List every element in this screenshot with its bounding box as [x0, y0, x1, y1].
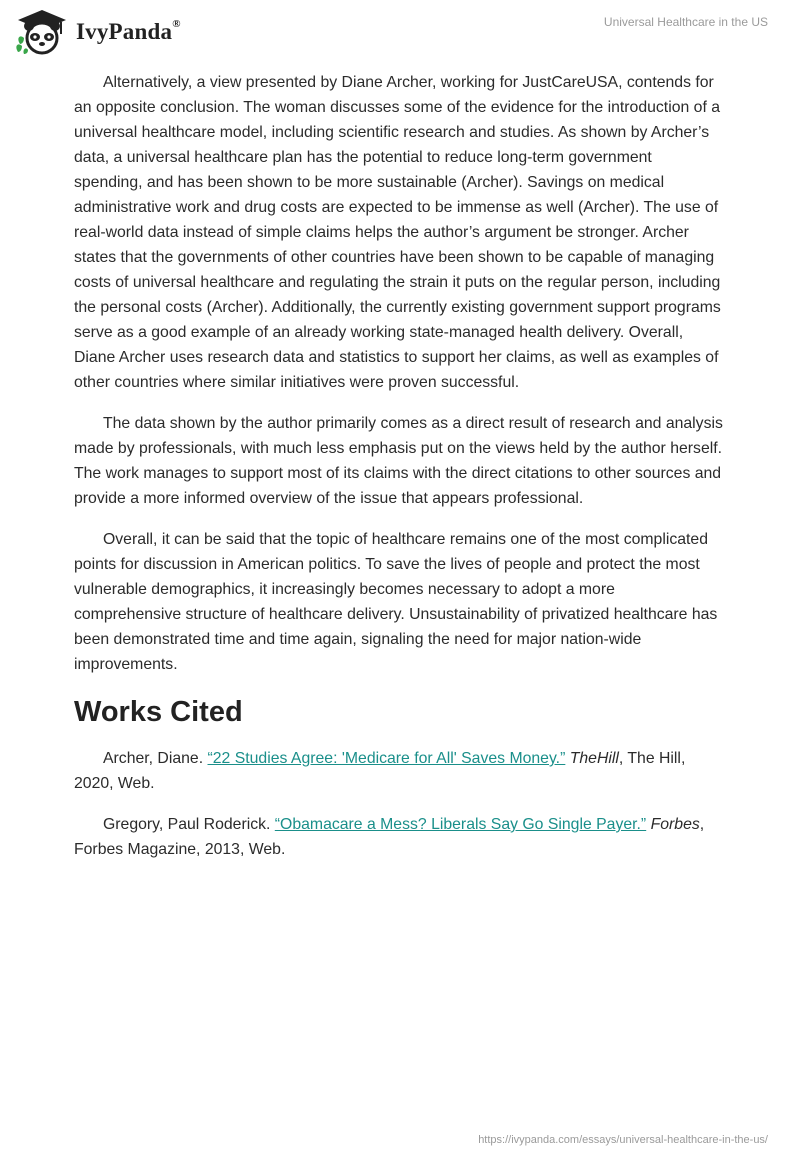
citation-entry: [74, 812, 724, 862]
body-paragraph: Overall, it can be said that the topic of healthcare remains one of the most complicated points for discussion in American politics. To save the lives of people and protect the most vulnerable demographics, it increasingly becomes necessary to adopt a more comprehensive structure of healthcare delivery. Unsustainability of privatized healthcare has been demonstrated time and time again, signaling the need for major nation-wide improvements.: [74, 531, 718, 673]
essay-content: [74, 70, 724, 878]
works-cited-heading: Works Cited: [74, 696, 243, 728]
source-url: https://ivypanda.com/essays/universal-healthcare-in-the-us/: [478, 1134, 768, 1146]
document-title: Universal Healthcare in the US: [603, 15, 768, 29]
citation-link[interactable]: “Obamacare a Mess? Liberals Say Go Single Payer.”: [274, 816, 647, 833]
citation-details: , Forbes Magazine, 2013, Web.: [74, 816, 705, 858]
citation-link[interactable]: “22 Studies Agree: 'Medicare for All' Saves Money.”: [207, 750, 566, 767]
citation-publication: Forbes: [650, 816, 700, 833]
ivypanda-logo[interactable]: [14, 8, 181, 56]
citation-publication: TheHill: [569, 750, 619, 767]
citation-author: Archer, Diane.: [103, 750, 208, 767]
citation-details: , The Hill, 2020, Web.: [74, 750, 686, 792]
panda-logo-icon: [14, 8, 70, 56]
page-header: [0, 0, 800, 70]
citation-entry: [74, 746, 724, 796]
citation-author: Gregory, Paul Roderick.: [103, 816, 275, 833]
body-paragraph: Alternatively, a view presented by Diane Archer, working for JustCareUSA, contends for an opposite conclusion. The woman discusses some of the evidence for the introduction of a universal healthcare model, including scientific research and studies. As shown by Archer’s data, a universal healthcare plan has the potential to reduce long-term government spending, and has been shown to be more sustainable (Archer). Savings on medical administrative work and drug costs are expected to be immense as well (Archer). The use of real-world data instead of simple claims helps the author’s argument be stronger. Archer states that the governments of other countries have been shown to be capable of managing costs of universal healthcare and regulating the strain it puts on the regular person, including the personal costs (Archer). Additionally, the currently existing government support programs serve as a good example of an already working state-managed health delivery. Overall, Diane Archer uses research data and statistics to support her claims, as well as examples of other countries where similar initiatives were proven successful.: [74, 74, 721, 391]
brand-name: IvyPanda®: [76, 18, 181, 44]
body-paragraph: The data shown by the author primarily comes as a direct result of research and analysis made by professionals, with much less emphasis put on the views held by the author herself. The work manages to support most of its claims with the direct citations to other sources and provide a more informed overview of the issue that appears professional.: [74, 415, 723, 507]
